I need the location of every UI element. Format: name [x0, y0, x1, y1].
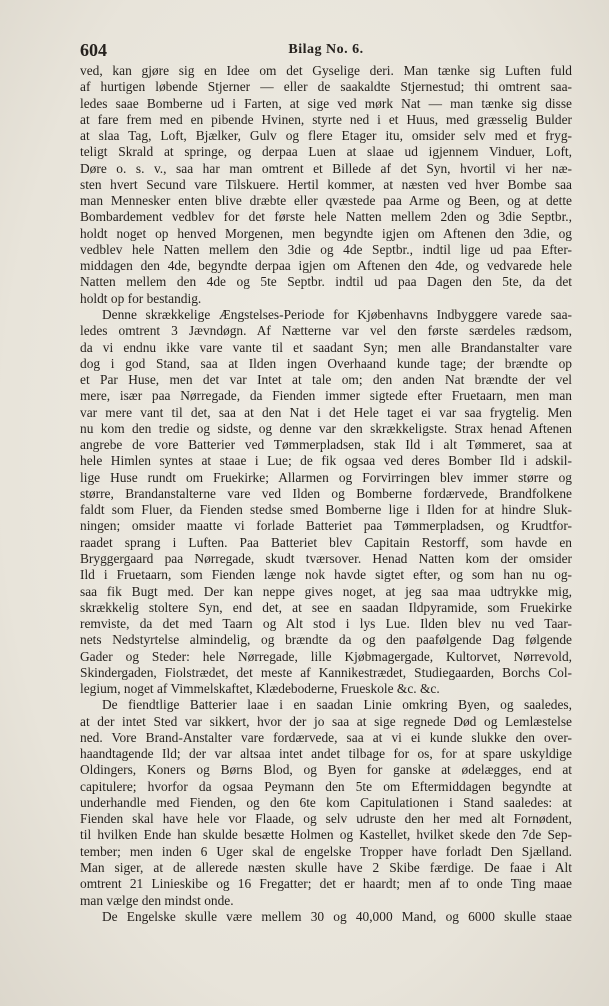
paragraph [80, 63, 572, 307]
text-line: sten hvert Secund vare Tilskuere. Hertil kommer, at næsten ved hver Bombe saa [80, 176, 572, 192]
text-line: teligt Skrald at springe, og derpaa Luen at slaae ud igjennem Vinduer, Loft, [80, 144, 572, 160]
text-line: holdt op for bestandig. [80, 290, 202, 306]
text-line: De fiendtlige Batterier laae i en saadan Linie omkring Byen, og saaledes, [102, 697, 572, 713]
text-line: De Engelske skulle være mellem 30 og 40,000 Mand, og 6000 skulle staae [102, 908, 572, 924]
text-line: legium, noget af Vimmelskaftet, Klædeboderne, Frueskole &c. &c. [80, 681, 440, 697]
text-line: Døre o. s. v., saa har man omtrent et Billede af det Syn, hvortil vi her næ- [80, 160, 572, 176]
paragraph [80, 307, 572, 697]
running-title: Bilag No. 6. [288, 42, 364, 57]
text-line: capitulere; hvorfor da ogsaa Peymann den 5te om Eftermiddagen begyndte at [80, 778, 572, 794]
text-line: lige Huse rundt om Fruekirke; Allarmen og Forvirringen blev immer større og [80, 469, 572, 485]
text-line: Skindergaden, Fiolstrædet, det meste af Kannikestrædet, Studiegaarden, Borchs Col- [80, 664, 572, 680]
page-number: 604 [80, 40, 107, 60]
text-line: hele Himlen syntes at staae i Lue; de fik ogsaa ved deres Bomber Ild i adskil- [80, 453, 572, 469]
text-line: Oldingers, Koners og Børns Blod, og Byen for ganske at ødelægges, end at [80, 762, 572, 778]
text-line: at der intet Sted var sikkert, hvor der jo saa at sige regnede Død og Lemlæstelse [80, 713, 572, 729]
text-line: angrebe de vore Batterier ved Tømmerpladsen, stak Ild i alt Tømmeret, saa at [80, 437, 572, 453]
text-line: skrækkelig stoltere Syn, end det, at see en saadan Ildpyramide, som Fruekirke [80, 599, 572, 615]
text-line: ningen; omsider maatte vi forlade Batteriet paa Tømmerpladsen, og Krudtfor- [80, 518, 572, 534]
text-line: remviste, da det med Taarn og Alt stod i lys Lue. Ilden blev nu ved Taar- [80, 616, 572, 632]
text-line: et Par Huse, men det var Intet at tale om; den anden Nat brændte der vel [80, 372, 572, 388]
body-text [80, 63, 572, 925]
text-line: nu kom den tredie og sidste, og denne var den skrækkeligste. Strax henad Aftenen [80, 420, 572, 436]
text-line: Fienden skal have hele vor Flaade, og selv udruste den her med alt Fornødent, [80, 811, 572, 827]
text-line: raadet sprang i Luften. Paa Batteriet blev Capitain Restorff, som havde en [80, 534, 572, 550]
text-line: saa fik Bugt med. Der kan neppe gives noget, at jeg saa maa udtrykke mig, [80, 583, 572, 599]
text-line: ned. Vore Brand-Anstalter vare fordærvede, saa at vi ei kunde slukke den over- [80, 729, 572, 745]
text-line: ledes saae Bomberne ud i Farten, at sige ved mørk Nat — man tænke sig disse [80, 95, 572, 111]
text-line: Bryggergaard paa Nørregade, skudt tværsover. Henad Natten kom der omsider [80, 550, 572, 566]
text-line: større, Brandanstalterne vare ved Ilden og Bomberne fordærvede, Brandfolkene [80, 485, 572, 501]
text-line: tember; men inden 6 Uger skal de engelske Tropper have forladt Den Sjælland. [80, 843, 572, 859]
text-line: omtrent 21 Linieskibe og 16 Fregatter; det er haardt; men af to onde Ting maae [80, 876, 572, 892]
text-line: vedblev hele Natten mellem den 3die og 4de Septbr., indtil lige ud paa Efter- [80, 241, 572, 257]
text-line: faldt som Fluer, da Fienden stedse smed Bomberne lige i Ilden for at hindre Sluk- [80, 502, 572, 518]
text-line: haandtagende Ild; der var altsaa intet andet tilbage for os, for at spare uskyldige [80, 746, 572, 762]
text-line: at slaa Tag, Loft, Bjælker, Gulv og flere Etager itu, omsider selv med et fryg- [80, 128, 572, 144]
text-line: at fare frem med en pibende Hvinen, styrte ned i et Huus, med græsselig Bulder [80, 111, 572, 127]
text-line: ledes omtrent 3 Jævndøgn. Af Nætterne var vel den første særdeles rædsom, [80, 323, 572, 339]
text-line: Ild i Fruetaarn, som Fienden længe nok havde sigtet efter, og som han nu og- [80, 567, 572, 583]
paragraph [80, 909, 572, 925]
text-line: mere, især paa Nørregade, da Fienden immer sigtede efter Fruetaarn, men man [80, 388, 572, 404]
text-line: Gader og Steder: hele Nørregade, lille Kjøbmagergade, Kultorvet, Nørrevold, [80, 648, 572, 664]
text-line: da vi endnu ikke vare vante til et saadant Syn; men alle Brandanstalter vare [80, 339, 572, 355]
text-line: middagen den 4de, begyndte derpaa igjen om Aftenen den 4de, og vedvarede hele [80, 258, 572, 274]
text-line: Bombardement vedblev for det første hele Natten mellem 2den og 3die Septbr., [80, 209, 572, 225]
page-header [80, 40, 572, 62]
text-line: Denne skrækkelige Ængstelses-Periode for Kjøbenhavns Indbyggere varede saa- [102, 306, 572, 322]
text-line: ved, kan gjøre sig en Idee om det Gyselige deri. Man tænke sig Luften fuld [80, 63, 572, 78]
paragraph [80, 697, 572, 908]
text-line: underhandle med Fienden, og den 6te kom Capitulationen i Stand saaledes: at [80, 794, 572, 810]
text-line: man Mennesker enten blive dræbte eller qvæstede paa Arme og Been, og at dette [80, 193, 572, 209]
text-line: Man siger, at de allerede næsten skulle have 2 Skibe færdige. De faae i Alt [80, 860, 572, 876]
text-line: holdt noget op henved Morgenen, men begyndte igjen om Aftenen den 3die, og [80, 225, 572, 241]
text-line: dog i god Stand, saa at Ilden ingen Overhaand kunde tage; der brændte op [80, 355, 572, 371]
text-line: nets Nedstyrtelse almindelig, og brændte da og den paafølgende Dag følgende [80, 632, 572, 648]
text-line: var mere vant til det, saa at den Nat i det Hele taget ei var saa frygtelig. Men [80, 404, 572, 420]
text-line: Natten mellem den 4de og 5te Septbr. indtil ud paa Dagen den 5te, da det [80, 274, 572, 290]
text-line: til hvilken Ende han skulde besætte Holmen og Kastellet, hvilket skede den 7de Sep- [80, 827, 572, 843]
text-line: man vælge den mindst onde. [80, 892, 234, 908]
text-line: af hurtigen løbende Stjerner — eller de saakaldte Stjernestud; thi omtrent saa- [80, 79, 572, 95]
